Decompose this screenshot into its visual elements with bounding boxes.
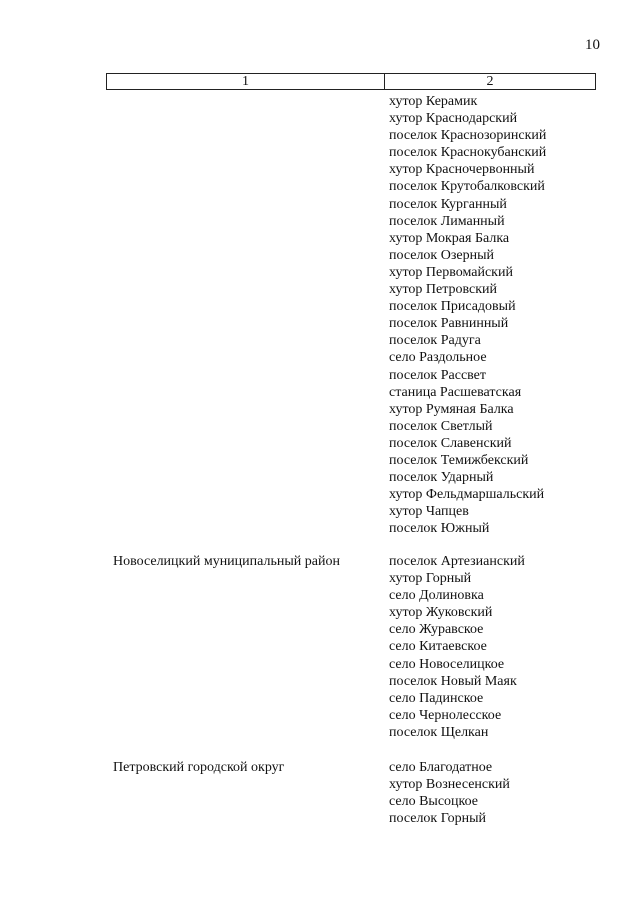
list-item: хутор Фельдмаршальский: [389, 487, 545, 503]
list-item: поселок Краснокубанский: [389, 145, 547, 161]
list-item: поселок Крутобалковский: [389, 179, 545, 195]
list-item: хутор Красночервонный: [389, 162, 535, 178]
list-item: поселок Ударный: [389, 470, 494, 486]
list-item: хутор Первомайский: [389, 264, 513, 280]
settlement-list-continued: [389, 93, 546, 537]
list-item: хутор Керамик: [389, 94, 478, 109]
list-item: хутор Чапцев: [389, 504, 469, 520]
table-header: [106, 73, 596, 90]
header-column-1: 1: [107, 74, 385, 89]
list-item: хутор Краснодарский: [389, 111, 518, 127]
list-item: поселок Присадовый: [389, 299, 516, 315]
list-item: хутор Вознесенский: [389, 777, 510, 793]
list-item: поселок Краснозоринский: [389, 128, 547, 144]
list-item: село Журавское: [389, 622, 484, 638]
list-item: поселок Светлый: [389, 418, 493, 434]
list-item: поселок Равнинный: [389, 316, 509, 332]
list-item: станица Расшеватская: [389, 384, 522, 400]
settlement-list-novoselitsky: [389, 553, 525, 741]
district-name-novoselitsky: Новоселицкий муниципальный район: [113, 554, 340, 569]
list-item: поселок Новый Маяк: [389, 673, 517, 689]
list-item: село Благодатное: [389, 760, 493, 775]
list-item: поселок Славенский: [389, 435, 512, 451]
list-item: поселок Курганный: [389, 196, 507, 212]
list-item: хутор Жуковский: [389, 605, 493, 621]
list-item: поселок Щелкан: [389, 724, 489, 740]
list-item: поселок Горный: [389, 811, 486, 827]
list-item: село Падинское: [389, 690, 484, 706]
list-item: поселок Лиманный: [389, 213, 505, 229]
district-name-petrovsky: Петровский городской округ: [113, 760, 285, 775]
list-item: поселок Озерный: [389, 247, 494, 263]
header-column-2: 2: [486, 74, 494, 89]
list-item: село Чернолесское: [389, 707, 502, 723]
list-item: хутор Мокрая Балка: [389, 230, 510, 246]
list-item: поселок Рассвет: [389, 367, 487, 383]
list-item: поселок Темижбекский: [389, 452, 529, 468]
settlement-list-petrovsky: [389, 759, 510, 827]
list-item: село Новоселицкое: [389, 656, 505, 672]
list-item: село Китаевское: [389, 639, 487, 655]
list-item: село Раздольное: [389, 350, 487, 366]
list-item: хутор Румяная Балка: [389, 401, 514, 417]
list-item: село Долиновка: [389, 588, 484, 604]
list-item: поселок Артезианский: [389, 554, 525, 569]
list-item: хутор Петровский: [389, 282, 498, 298]
list-item: поселок Радуга: [389, 333, 481, 349]
list-item: поселок Южный: [389, 521, 490, 537]
list-item: село Высоцкое: [389, 794, 479, 810]
page-number: 10: [585, 37, 600, 53]
list-item: хутор Горный: [389, 571, 472, 587]
